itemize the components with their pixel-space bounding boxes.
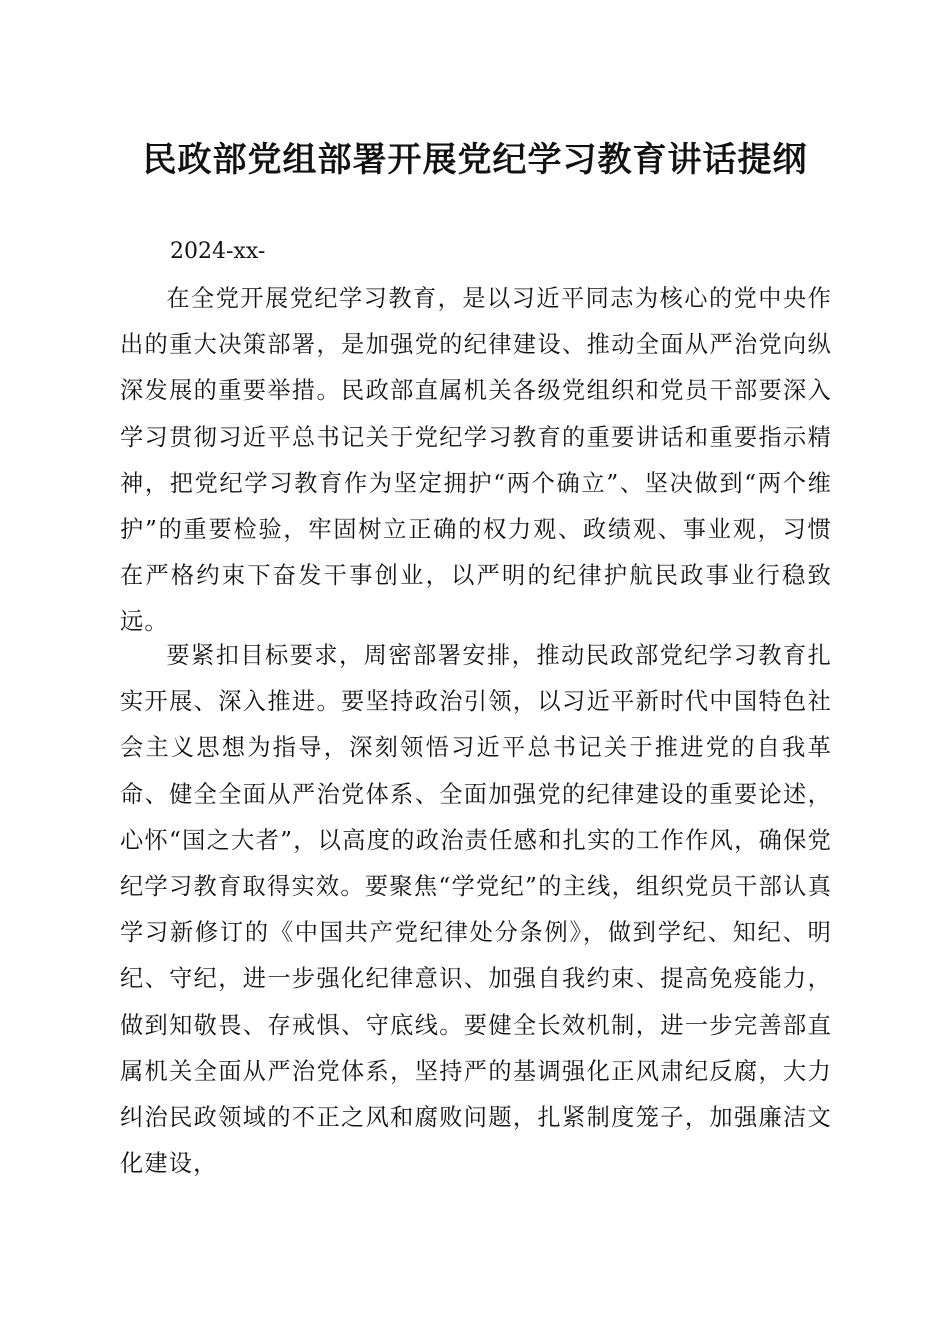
document-date: 2024-xx-	[170, 239, 266, 264]
paragraph-1: 在全党开展党纪学习教育，是以习近平同志为核心的党中央作出的重大决策部署，是加强党的纪律建设、推动全面从严治党向纵深发展的重要举措。民政部直属机关各级党组织和党员干部要深入学习贯彻习近平总书记关于党纪学习教育的重要讲话和重要指示精神，把党纪学习教育作为坚定拥护“两个确立”、坚决做到“两个维护”的重要检验，牢固树立正确的权力观、政绩观、事业观，习惯在严格约束下奋发干事创业，以严明的纪律护航民政事业行稳致远。	[120, 285, 832, 636]
page-title: 民政部党组部署开展党纪学习教育讲话提纲	[142, 140, 808, 180]
paragraph-2: 要紧扣目标要求，周密部署安排，推动民政部党纪学习教育扎实开展、深入推进。要坚持政治引领，以习近平新时代中国特色社会主义思想为指导，深刻领悟习近平总书记关于推进党的自我革命、健全全面从严治党体系、全面加强党的纪律建设的重要论述，心怀“国之大者”，以高度的政治责任感和扎实的工作作风，确保党纪学习教育取得实效。要聚焦“学党纪”的主线，组织党员干部认真学习新修订的《中国共产党纪律处分条例》，做到学纪、知纪、明纪、守纪，进一步强化纪律意识、加强自我约束、提高免疫能力，做到知敬畏、存戒惧、守底线。要健全长效机制，进一步完善部直属机关全面从严治党体系，坚持严的基调强化正风肃纪反腐，大力纠治民政领域的不正之风和腐败问题，扎紧制度笼子，加强廉洁文化建设，	[120, 642, 832, 1178]
